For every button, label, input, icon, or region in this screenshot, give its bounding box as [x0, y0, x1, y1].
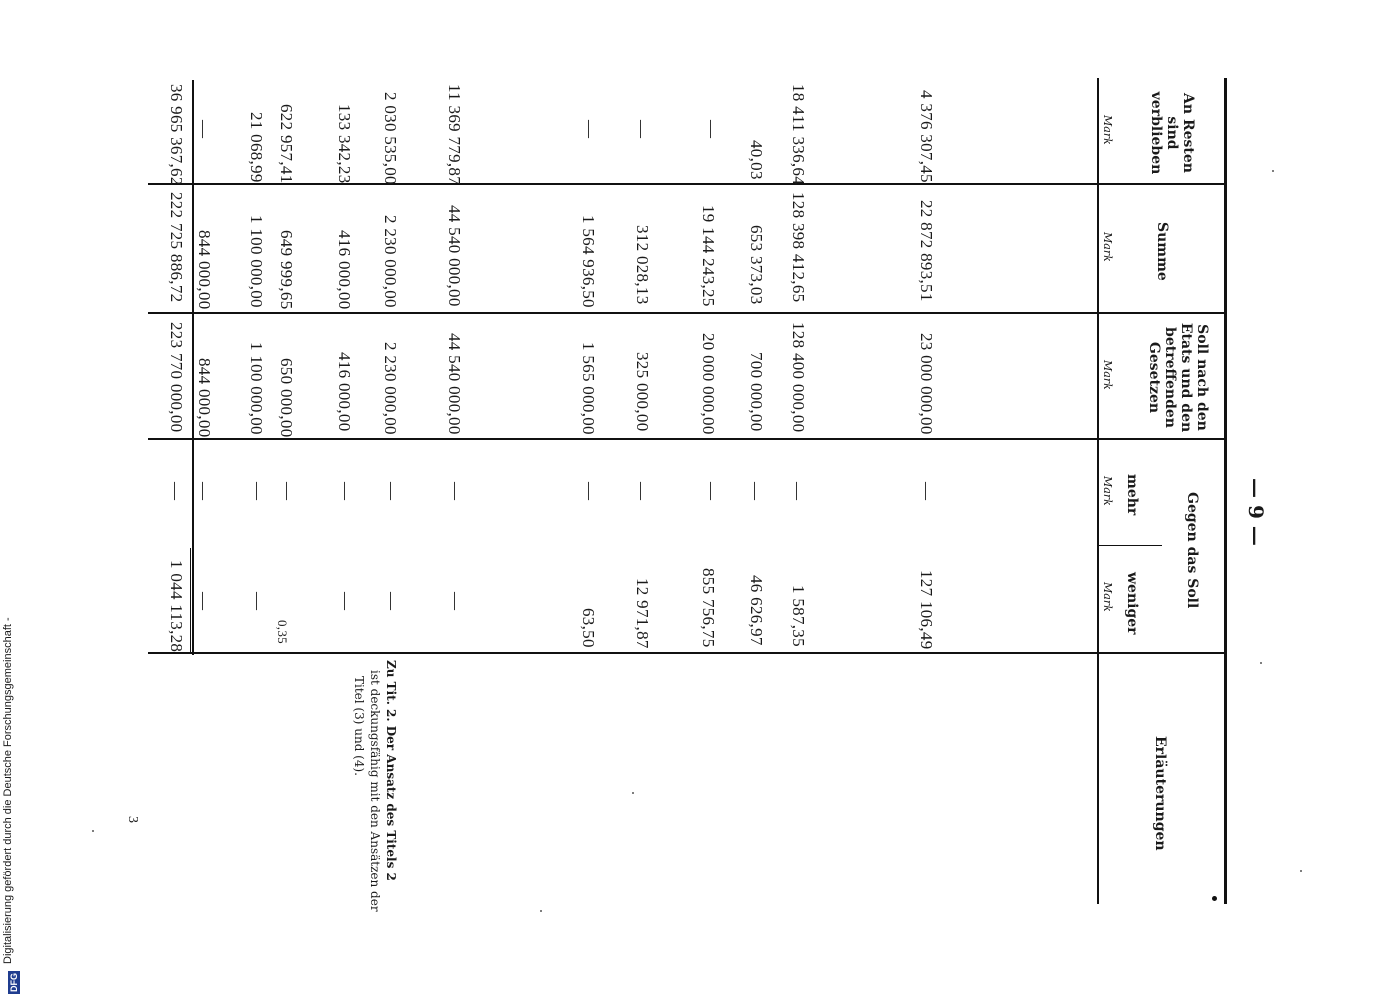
- table-header-rule: [1097, 78, 1099, 904]
- row-9-summe: 416 000,00: [335, 230, 354, 310]
- header-weniger: weniger: [1124, 572, 1140, 635]
- footer-credit: [2, 617, 14, 964]
- row-2-mehr: —: [788, 482, 808, 500]
- header-soll-unit: Mark: [1101, 360, 1114, 390]
- row-5-soll: 325 000,00: [633, 352, 652, 432]
- row-1-mehr: —: [917, 482, 937, 500]
- row-10-reste: 622 957,41: [277, 104, 296, 184]
- row-1-summe: 22 872 893,51: [917, 200, 936, 302]
- row-10-mehr: —: [278, 482, 298, 500]
- row-7-weniger: —: [446, 592, 466, 610]
- row-4-soll: 20 000 000,00: [699, 333, 718, 435]
- weniger-subrule: [190, 548, 191, 652]
- row-12-mehr: —: [194, 482, 214, 500]
- row-9-soll: 416 000,00: [335, 352, 354, 432]
- row-11-summe: 1 100 000,00: [247, 215, 266, 308]
- row-10-weniger: 0,35: [275, 620, 290, 644]
- header-mehr-unit: Mark: [1101, 476, 1114, 506]
- row-12-weniger: —: [194, 592, 214, 610]
- row-1-weniger: 127 106,49: [917, 570, 936, 650]
- footer-text: Digitalisierung gefördert durch die Deutsche Forschungsgemeinschaft -: [2, 617, 14, 964]
- row-10-soll: 650 000,00: [277, 358, 296, 438]
- row-12-reste: —: [194, 120, 214, 138]
- row-5-mehr: —: [632, 482, 652, 500]
- note-line-1: Zu Tit. 2. Der Ansatz des Titels 2: [384, 660, 398, 881]
- total-summe: 222 725 886,72: [167, 192, 186, 303]
- row-11-reste: 21 068,99: [247, 112, 266, 183]
- row-9-reste: 133 342,23: [335, 104, 354, 184]
- signature-mark: 3: [125, 816, 140, 823]
- row-12-summe: 844 000,00: [195, 230, 214, 310]
- dfg-logo-text: DFG: [9, 973, 19, 992]
- row-2-summe: 128 398 412,65: [789, 192, 808, 303]
- total-soll: 223 770 000,00: [167, 322, 186, 433]
- row-3-soll: 700 000,00: [747, 352, 766, 432]
- scan-speck: [1272, 170, 1274, 172]
- row-8-soll: 2 230 000,00: [381, 342, 400, 435]
- table-top-rule: [1224, 78, 1227, 904]
- gegen-subrule: [1098, 545, 1162, 546]
- row-9-weniger: —: [336, 592, 356, 610]
- row-6-weniger: 63,50: [579, 608, 598, 648]
- scan-speck: [1300, 870, 1302, 872]
- row-11-soll: 1 100 000,00: [247, 342, 266, 435]
- row-2-soll: 128 400 000,00: [789, 322, 808, 433]
- row-4-mehr: —: [702, 482, 722, 500]
- header-mehr: mehr: [1124, 474, 1140, 516]
- total-weniger: 1 044 113,28: [167, 560, 186, 653]
- row-3-mehr: —: [746, 482, 766, 500]
- page-number: — 9 —: [1244, 478, 1268, 546]
- row-10-summe: 649 999,65: [277, 230, 296, 310]
- row-6-soll: 1 565 000,00: [579, 342, 598, 435]
- note-line-3: Titel (3) und (4).: [352, 676, 366, 776]
- row-1-reste: 4 376 307,45: [917, 90, 936, 183]
- row-4-reste: —: [702, 120, 722, 138]
- row-8-summe: 2 230 000,00: [381, 215, 400, 308]
- header-summe-unit: Mark: [1101, 232, 1114, 262]
- row-6-mehr: —: [580, 482, 600, 500]
- header-erlaeuterungen: Erläuterungen: [1152, 736, 1168, 851]
- header-gegen: Gegen das Soll: [1184, 492, 1200, 609]
- row-7-summe: 44 540 000,00: [445, 205, 464, 307]
- row-11-weniger: —: [248, 592, 268, 610]
- note-line-2: ist deckungsfähig mit den Ansätzen der: [368, 670, 382, 912]
- row-5-reste: —: [632, 120, 652, 138]
- row-5-summe: 312 028,13: [633, 225, 652, 305]
- row-8-reste: 2 030 535,00: [381, 92, 400, 185]
- row-3-weniger: 46 626,97: [747, 575, 766, 646]
- scan-speck: [632, 792, 634, 794]
- col-rule-1: [148, 183, 1226, 185]
- row-7-reste: 11 369 779,87: [445, 84, 464, 186]
- total-mehr: —: [166, 482, 186, 500]
- row-12-soll: 844 000,00: [195, 358, 214, 438]
- header-soll: Soll nach den Etats und den betreffenden Gesetzen: [1146, 322, 1210, 433]
- header-summe: Summe: [1154, 222, 1170, 281]
- row-7-mehr: —: [446, 482, 466, 500]
- row-4-summe: 19 144 243,25: [699, 205, 718, 307]
- header-weniger-unit: Mark: [1101, 582, 1114, 612]
- row-8-weniger: —: [382, 592, 402, 610]
- row-9-mehr: —: [336, 482, 356, 500]
- row-3-reste: 40,03: [747, 140, 766, 180]
- scan-speck: [1212, 896, 1217, 901]
- col-rule-2: [148, 312, 1226, 314]
- header-reste-unit: Mark: [1101, 115, 1114, 145]
- row-2-weniger: 1 587,35: [789, 585, 808, 647]
- scan-speck: [92, 830, 94, 832]
- row-4-weniger: 855 756,75: [699, 568, 718, 648]
- row-6-reste: —: [580, 120, 600, 138]
- row-1-soll: 23 000 000,00: [917, 333, 936, 435]
- row-6-summe: 1 564 936,50: [579, 215, 598, 308]
- total-reste: 36 965 367,62: [167, 84, 186, 186]
- scan-speck: [1260, 662, 1262, 664]
- dfg-logo: [2, 971, 21, 994]
- col-rule-3: [148, 438, 1226, 440]
- row-2-reste: 18 411 336,64: [789, 84, 808, 186]
- row-5-weniger: 12 971,87: [633, 578, 652, 649]
- row-7-soll: 44 540 000,00: [445, 333, 464, 435]
- row-3-summe: 653 373,03: [747, 225, 766, 305]
- scan-speck: [540, 910, 542, 912]
- header-reste: An Resten sind verblieben: [1148, 91, 1196, 175]
- row-8-mehr: —: [382, 482, 402, 500]
- row-11-mehr: —: [248, 482, 268, 500]
- col-rule-4: [148, 652, 1226, 654]
